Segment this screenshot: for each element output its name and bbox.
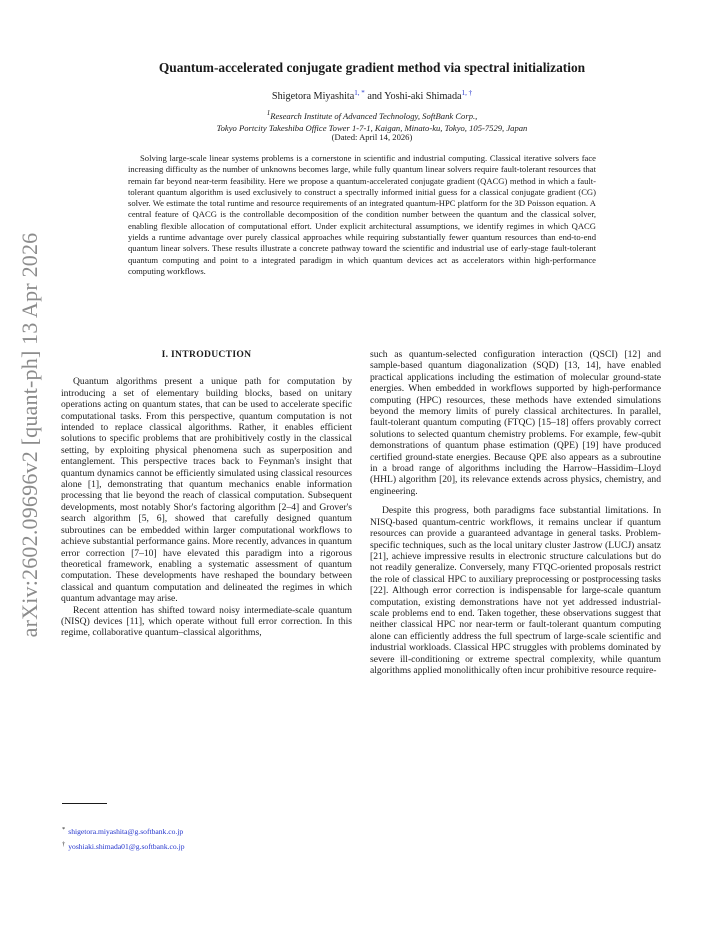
author-1-marks[interactable]: 1, * xyxy=(354,89,365,97)
email-link-1[interactable]: shigetora.miyashita@g.softbank.co.jp xyxy=(68,827,184,836)
author-1: Shigetora Miyashita xyxy=(271,91,355,102)
abstract: Solving large-scale linear systems problems is a cornerstone in scientific and industrial computing. Classical iterative solvers face increasing difficulty as the number of unknowns becomes large, while fully quantum linear solvers require fault-tolerant resources that remain far beyond near-term feasibility. Here we propose a quantum-accelerated conjugate gradient (QACG) method in which a fault-tolerant quantum algorithm is used exclusively to construct a spectrally informed initial guess for a classical conjugate gradient (CG) solver. We estimate the total runtime and resource requirements of an integrated quantum-HPC platform for the 3D Poisson equation. A central feature of QACG is the controllable decomposition of the condition number between the quantum and the classical solver, enabling flexible allocation of computational effort. Under explicit architectural assumptions, we identify regimes in which QACG yields a runtime advantage over purely classical approaches while requiring substantially fewer quantum resources than end-to-end quantum linear solvers. These results illustrate a concrete pathway toward the scientific and industrial use of early-stage fault-tolerant quantum computing and point to a integrated paradigm in which quantum devices act as accelerators within high-performance computing workflows. xyxy=(128,153,596,276)
intro-paragraph: Despite this progress, both paradigms face substantial limitations. In NISQ-based quantum-centric workflows, it remains unclear if quantum resources can provide a guaranteed advantage in general tasks. Problem-specific techniques, such as the local unitary cluster Jastrow (LUCJ) ansatz [21], achieve impressive results in electronic structure calculations but do not readily generalize. Conversely, many FTQC-oriented proposals restrict the role of classical HPC to auxiliary preprocessing or postprocessing tasks [22]. Although error correction is indispensable for large-scale quantum computation, existing demonstrations have not yet addressed industrial-scale problems end to end. Taken together, these observations suggest that neither classical HPC nor near-term or fault-tolerant quantum computing alone can efficiently address the full spectrum of large-scale scientific and industrial workloads. Classical HPC struggles with problems dominated by severe ill-conditioning or extreme spectral complexity, while quantum algorithms applied monolithically often incur prohibitive resource require- xyxy=(370,505,661,676)
footnotes xyxy=(62,824,353,853)
section-heading: I. INTRODUCTION xyxy=(161,349,252,360)
footnote-2 xyxy=(62,839,353,854)
footnote-1 xyxy=(62,824,353,839)
intro-paragraph: such as quantum-selected configuration interaction (QSCI) [12] and sample-based quantum diagonalization (SQD) [13, 14], have enabled practical applications including the estimation of molecular ground-state energies. When embedded in workflows supported by high-performance computing (HPC) resources, these methods have extended simulations beyond the memory limits of purely classical architectures. In parallel, fault-tolerant quantum computing (FTQC) [15–18] offers provably correct solutions to selected quantum chemistry problems. For example, few-qubit demonstrations of quantum phase estimation (QPE) [19] have produced certified ground-state energies. Because QPE also appears as a subroutine in a broad range of algorithms including the Harrow–Hassidim–Lloyd (HHL) algorithm [20], its relevance extends across physics, chemistry, and engineering. xyxy=(370,349,661,497)
paper-title: Quantum-accelerated conjugate gradient method via spectral initialization xyxy=(158,60,586,75)
affiliation-line-2: Tokyo Portcity Takeshiba Office Tower 1-7-1, Kaigan, Minato-ku, Tokyo, 105-7529, Japan xyxy=(216,123,528,133)
right-column xyxy=(370,349,661,676)
affiliation xyxy=(60,107,684,134)
affiliation-mark: 1 xyxy=(266,109,271,117)
author-2: Yoshi-aki Shimada xyxy=(384,91,462,102)
email-link-2[interactable]: yoshiaki.shimada01@g.softbank.co.jp xyxy=(68,841,185,851)
dated-line: (Dated: April 14, 2026) xyxy=(331,132,413,142)
author-line xyxy=(60,89,684,102)
left-column xyxy=(61,348,352,639)
intro-paragraph: Quantum algorithms present a unique path for computation by introducing a set of elementary building blocks, based on unitary operations acting on quantum states, that can be used to accelerate specific computational tasks. From this perspective, quantum computation is not intended to replace classical algorithms. Rather, it enables efficient solutions to specific problems that are prohibitively costly in the classical setting, by exploiting physical phenomena such as superposition and entanglement. This perspective traces back to Feynman's insight that quantum dynamics cannot be efficiently simulated using classical resources alone [1], demonstrating that quantum mechanics enable information processing that lie beyond the reach of classical computation. Subsequent developments, most notably Shor's factoring algorithm [2–4] and Grover's search algorithm [5, 6], showed that carefully designed quantum subroutines can be embedded within larger computational workflows to achieve substantial performance gains. More recently, advances in quantum error correction [7–10] have elevated this paradigm into a rigorous theoretical framework, enabling a systematic assessment of quantum computation. These developments have reshaped the boundary between classical and quantum computation and delineated the regimes in which quantum advantage may arise. xyxy=(61,376,352,605)
affiliation-line-1: Research Institute of Advanced Technology, SoftBank Corp., xyxy=(270,111,478,121)
author-2-marks[interactable]: 1, † xyxy=(461,89,473,97)
author-conjunction: and xyxy=(364,91,385,102)
footnote-mark: † xyxy=(62,840,66,848)
arxiv-id: arXiv:2602.09696v2 [quant-ph] 13 Apr 2026 xyxy=(17,232,42,638)
footnote-rule xyxy=(62,803,107,804)
intro-paragraph: Recent attention has shifted toward noisy intermediate-scale quantum (NISQ) devices [11], which operate without full error correction. In this regime, collaborative quantum–classical algorithms, xyxy=(61,604,352,639)
footnote-mark: * xyxy=(62,826,66,833)
